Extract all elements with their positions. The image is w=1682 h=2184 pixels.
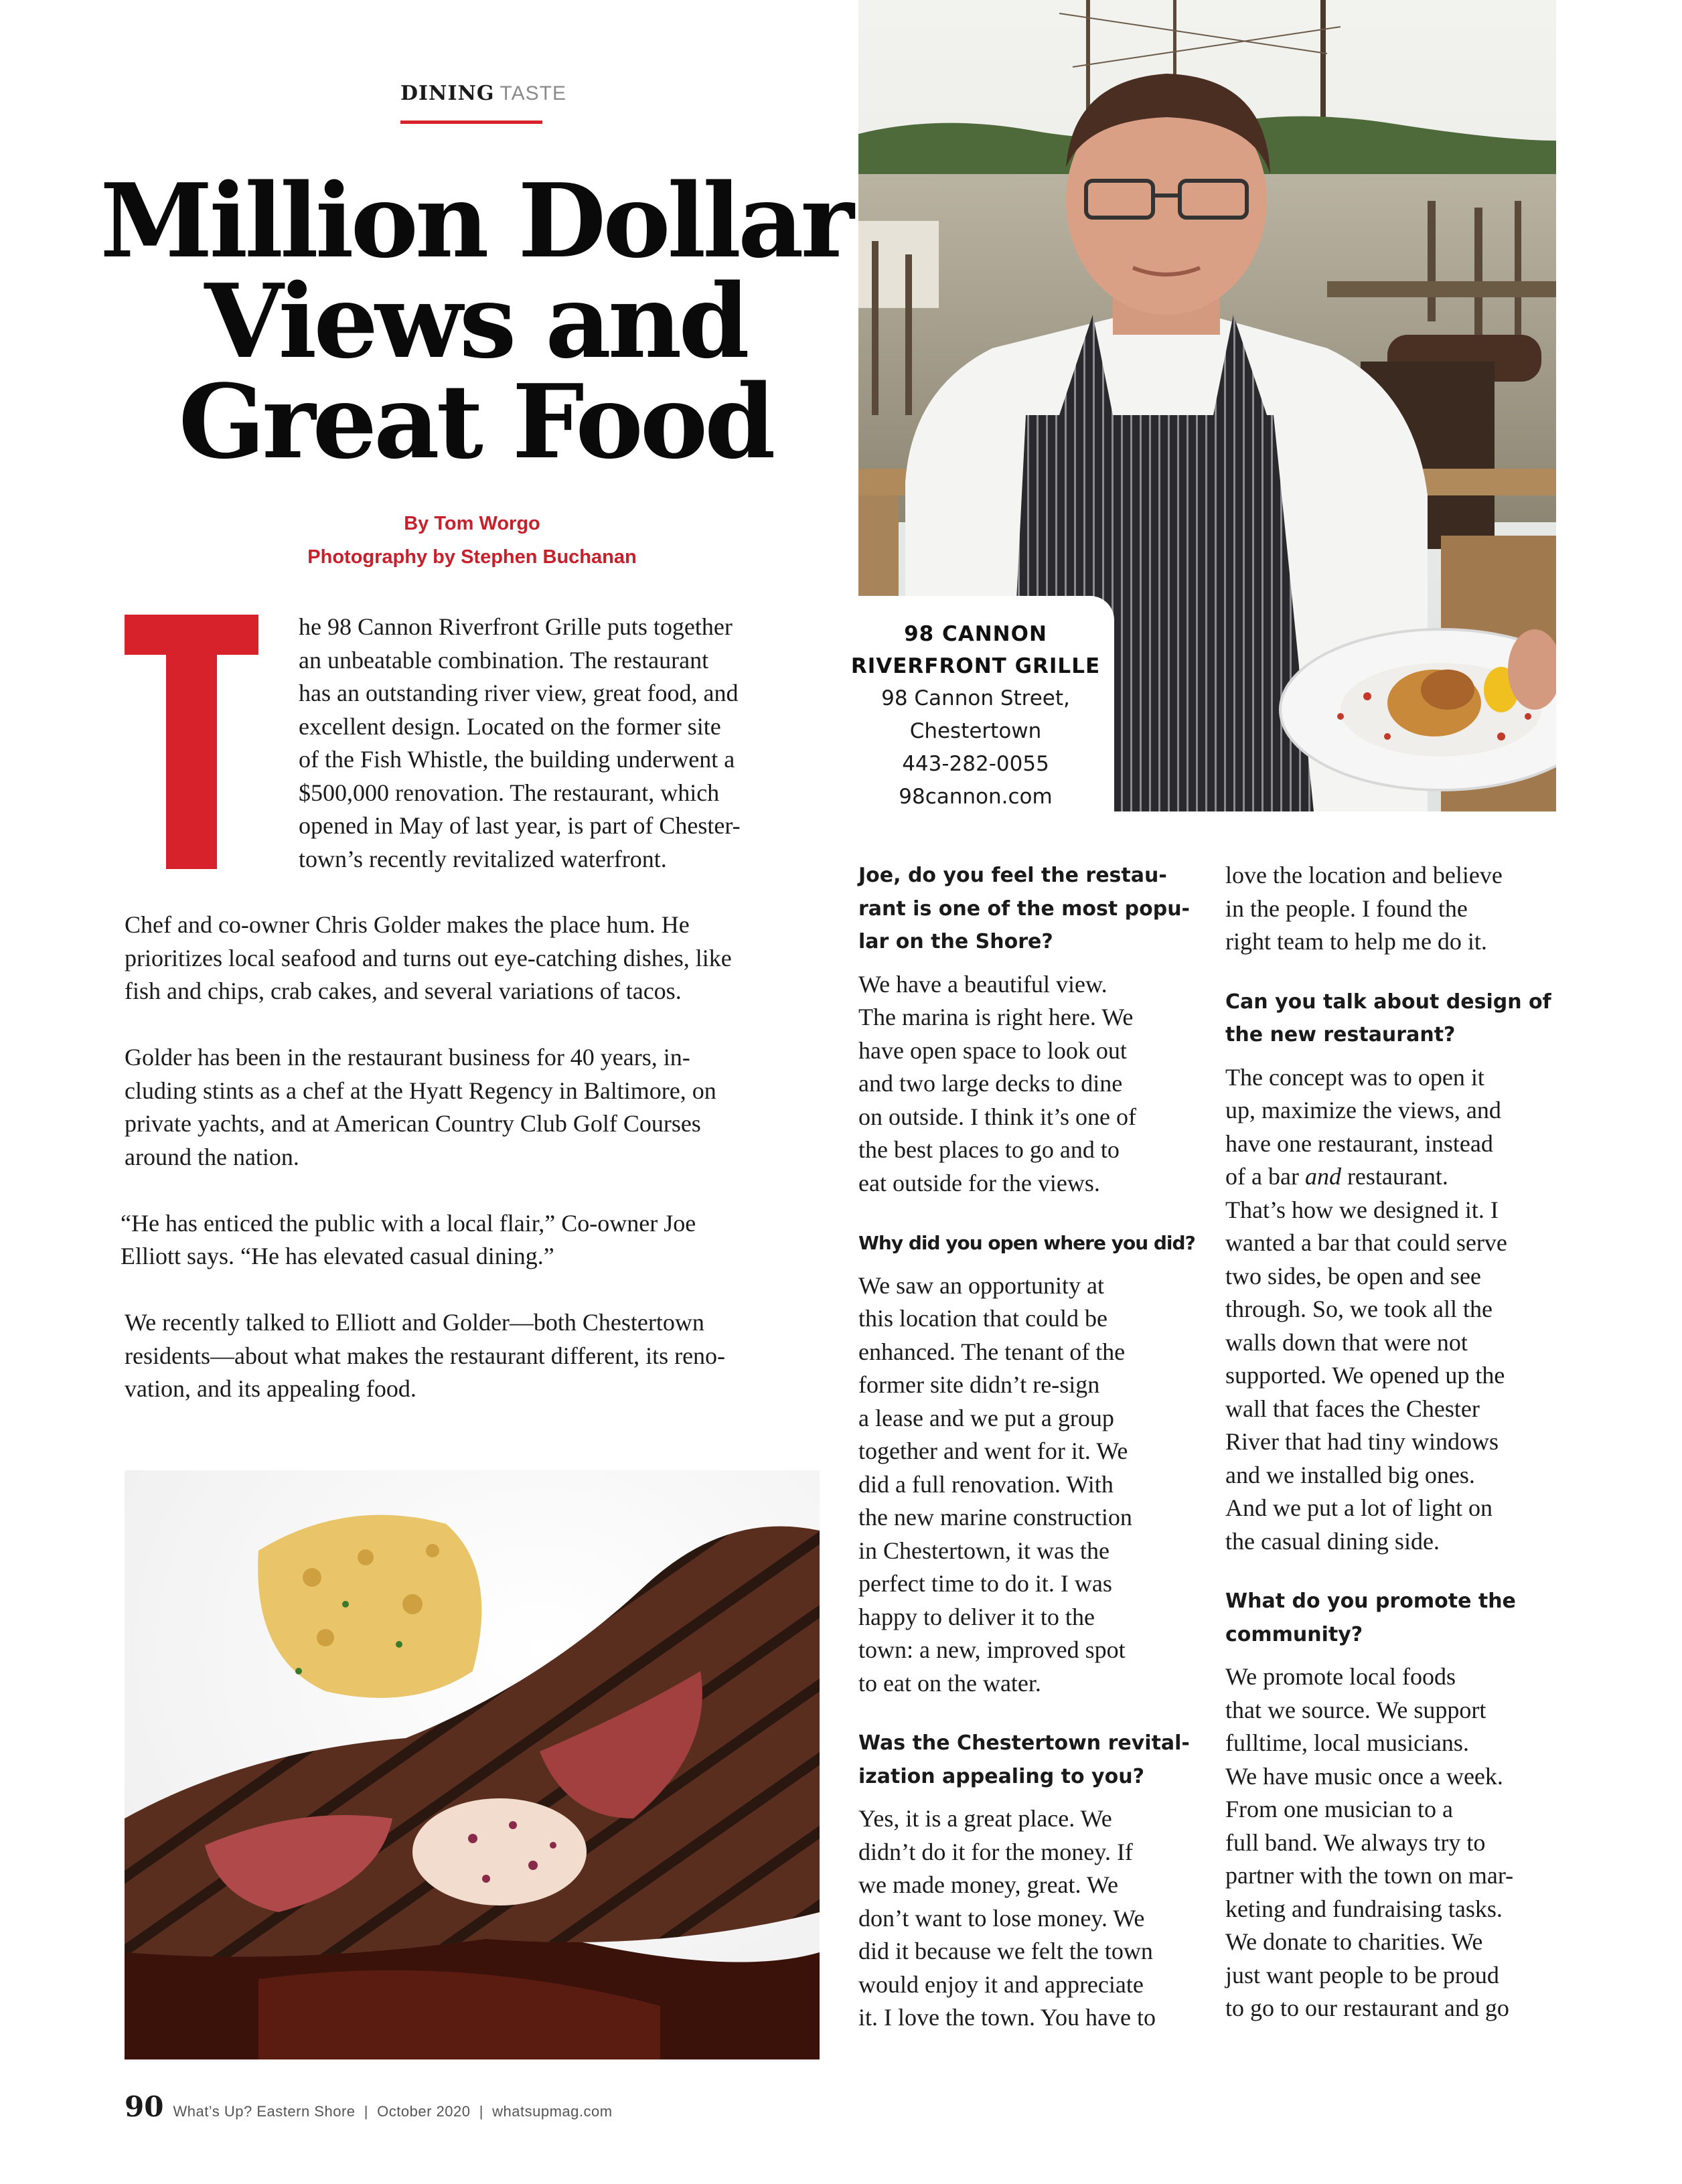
qa-column-middle [858, 859, 1207, 2035]
byline-photography: Photography by Stephen Buchanan [307, 546, 637, 568]
question-1: Joe, do you feel the restau- rant is one of the most popu- lar on the Shore? [858, 864, 1190, 953]
section-rule [400, 121, 542, 124]
answer-2: We saw an opportunity at this location that could be enhanced. The tenant of the former site didn’t re-sign a lease and we put a group together and went for it. We did a full renovation. With the new marine construction in Chestertown, it was the perfect time to do it. I was happy to deliver it to the town: a new, improved spot to eat on the water. [858, 1271, 1132, 1697]
answer-4-emphasis: and [1304, 1163, 1341, 1190]
answer-4 [1225, 1061, 1574, 1559]
headline-line-2: Views and [204, 261, 747, 381]
paragraph-4: We recently talked to Elliott and Golder—both Chestertown residents—about what makes the restaurant different, its reno- vation, and its appealing food. [125, 1309, 726, 1402]
answer-5: We promote local foods that we source. We support fulltime, local musicians. We have music once a week. From one musician to a full band. We always try to partner with the town on mar- keting and fundraising tasks. We donate to charities. We just want people to be proud to go to our restaurant and go [1225, 1663, 1514, 2021]
restaurant-website: 98cannon.com [899, 785, 1053, 809]
answer-3-continued: love the location and believe in the people. I found the right team to help me do it. [1225, 862, 1503, 955]
restaurant-details [837, 682, 1114, 813]
restaurant-address: 98 Cannon Street, [881, 686, 1070, 710]
answer-4-part-2: restaurant. That’s how we designed it. I wanted a bar that could serve two sides, be open and see through. So, we took all the walls down that were not supported. We opened up the wall that faces the Chester River that had tiny windows and we installed big ones. And we put a lot of light on the casual dining side. [1225, 1163, 1507, 1555]
question-4: Can you talk about design of the new restaurant? [1225, 990, 1551, 1046]
drop-cap [125, 615, 258, 869]
steak-photo [125, 1470, 820, 2059]
left-column [121, 909, 834, 1439]
drop-cap-letter: T [189, 757, 194, 764]
restaurant-name: 98 CANNON RIVERFRONT GRILLE [850, 622, 1101, 678]
question-5: What do you promote the community? [1225, 1589, 1516, 1646]
question-2: Why did you open where you did? [858, 1232, 1195, 1254]
restaurant-info-box [837, 596, 1114, 824]
headline-line-3: Great Food [178, 362, 773, 481]
headline [80, 161, 870, 481]
headline-line-1: Million Dollar [100, 161, 851, 281]
footer-text: What’s Up? Eastern Shore | October 2020 | whatsupmag.com [173, 2103, 613, 2120]
answer-3: Yes, it is a great place. We didn’t do it for the money. If we made money, great. We don’t want to lose money. We did it because we felt the town would enjoy it and appreciate it. I love the town. You have to [858, 1805, 1156, 2031]
paragraph-2: Golder has been in the restaurant business for 40 years, in- cluding stints as a chef at the Hyatt Regency in Baltimore, on private yachts, and at American Country Club Golf Courses around the nation. [125, 1044, 716, 1170]
restaurant-city: Chestertown [909, 719, 1042, 743]
answer-4-part-1: The concept was to open it up, maximize the views, and have one restaurant, instead of a bar [1225, 1063, 1501, 1190]
page-number: 90 [125, 2090, 164, 2123]
qa-column-right [1225, 859, 1574, 2025]
section-secondary: TASTE [500, 82, 566, 104]
paragraph-3: “He has enticed the public with a local flair,” Co-owner Joe Elliott says. “He has elevated casual dining.” [121, 1209, 696, 1269]
question-3: Was the Chestertown revital- ization appealing to you? [858, 1731, 1190, 1788]
section-primary: DINING [400, 82, 495, 105]
answer-1: We have a beautiful view. The marina is right here. We have open space to look out and two large decks to dine on outside. I think it’s one of the best places to go and to eat outside for the views. [858, 970, 1136, 1196]
section-label [400, 82, 566, 105]
paragraph-1: Chef and co-owner Chris Golder makes the place hum. He prioritizes local seafood and turns out eye-catching dishes, like fish and chips, crab cakes, and several variations of tacos. [125, 911, 732, 1004]
intro-text: he 98 Cannon Riverfront Grille puts together an unbeatable combination. The restaurant has an outstanding river view, great food, and excellent design. Located on the former site of the Fish Whistle, the building underwent a $500,000 renovation. The restaurant, which opened in May of last year, is part of Chester- town’s recently revitalized waterfront. [299, 613, 741, 872]
restaurant-phone: 443-282-0055 [902, 752, 1049, 776]
page-footer [125, 2090, 928, 2123]
byline-author: By Tom Worgo [404, 513, 540, 534]
byline [201, 507, 743, 574]
